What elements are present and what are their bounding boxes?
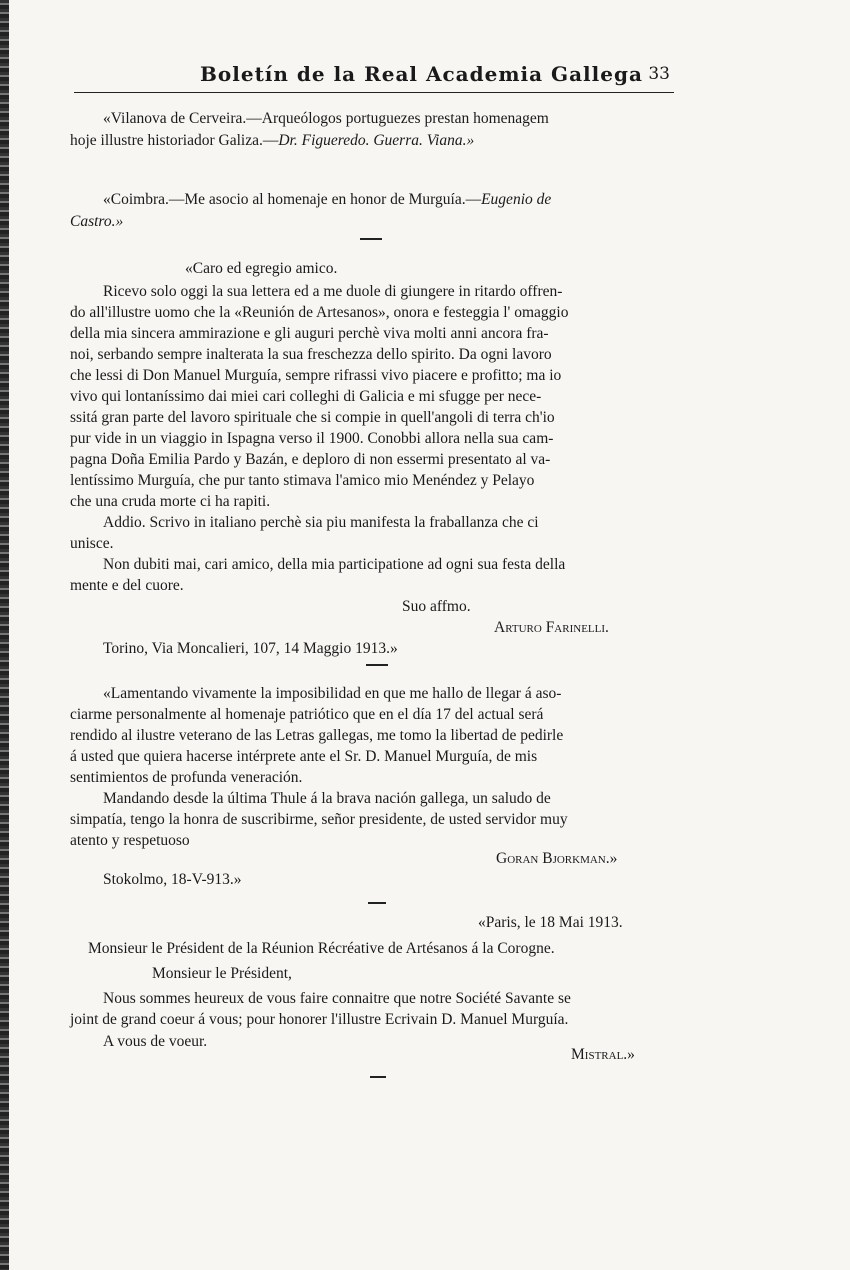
vilanova-text: hoje illustre historiador Galiza.— [70,132,279,149]
coimbra-line-1 [103,189,551,210]
farinelli-closing: Suo affmo. [402,598,471,615]
farinelli-line: ssitá gran parte del lavoro spirituale che si compie in quell'angoli di terra ch'io [70,409,555,426]
page-edge-binding [0,0,9,1270]
mistral-address: Monsieur le Président de la Réunion Récréative de Artésanos á la Corogne. [88,940,555,957]
section-divider [368,902,386,904]
page-number: 33 [648,64,670,84]
bjorkman-line: á usted que quiera hacerse intérprete ante el Sr. D. Manuel Murguía, de mis [70,748,538,765]
bjorkman-line: sentimientos de profunda veneración. [70,769,303,786]
mistral-line-1: Nous sommes heureux de vous faire connaitre que notre Société Savante se [103,990,571,1007]
farinelli-place-date: Torino, Via Moncalieri, 107, 14 Maggio 1913.» [103,640,398,657]
farinelli-signature: Arturo Farinelli. [494,619,609,636]
farinelli-line: pagna Doña Emilia Pardo y Bazán, e deploro di non essermi presentato al va- [70,451,551,468]
vilanova-line-2 [70,130,474,151]
vilanova-line-1: «Vilanova de Cerveira.—Arqueólogos portuguezes prestan homenagem [103,110,549,127]
section-divider [366,664,388,666]
vilanova-signatories: Dr. Figueredo. Guerra. Viana.» [278,132,475,149]
section-divider [360,238,382,240]
farinelli-line: do all'illustre uomo che la «Reunión de Artesanos», onora e festeggia l' omaggio [70,304,569,321]
farinelli-salutation: «Caro ed egregio amico. [185,260,338,277]
page-header [74,58,674,93]
farinelli-line: lentíssimo Murguía, che pur tanto stimava l'amico mio Menéndez y Pelayo [70,472,535,489]
farinelli-line: che una cruda morte ci ha rapiti. [70,493,271,510]
farinelli-addio-2: unisce. [70,535,114,552]
mistral-line-2: joint de grand coeur á vous; pour honorer l'illustre Ecrivain D. Manuel Murguía. [70,1011,569,1028]
mistral-signature: Mistral.» [571,1046,635,1063]
bjorkman-place-date: Stokolmo, 18-V-913.» [103,871,242,888]
mistral-salutation: Monsieur le Président, [152,965,292,982]
farinelli-addio-1: Addio. Scrivo in italiano perchè sia piu manifesta la fraballanza che ci [103,514,539,531]
mistral-line-3: A vous de voeur. [103,1033,208,1050]
bjorkman-line: «Lamentando vivamente la imposibilidad en que me hallo de llegar á aso- [103,685,562,702]
bjorkman-signature: Goran Bjorkman.» [496,850,618,867]
farinelli-non-1: Non dubiti mai, cari amico, della mia participatione ad ogni sua festa della [103,556,566,573]
farinelli-line: vivo qui lontaníssimo dai miei cari colleghi di Galicia e mi sfugge per nece- [70,388,542,405]
farinelli-line: della mia sincera ammirazione e gli auguri perchè viva molti anni ancora fra- [70,325,549,342]
section-divider [370,1076,386,1078]
bjorkman-line: atento y respetuoso [70,832,190,849]
bjorkman-line: rendido al ilustre veterano de las Letras gallegas, me tomo la libertad de pedirle [70,727,564,744]
farinelli-line: pur vide in un viaggio in Ispagna verso il 1900. Conobbi allora nella sua cam- [70,430,554,447]
bjorkman-line: simpatía, tengo la honra de suscribirme, señor presidente, de usted servidor muy [70,811,568,828]
coimbra-signatory-1: Eugenio de [481,191,552,208]
bjorkman-line: Mandando desde la última Thule á la brava nación gallega, un saludo de [103,790,551,807]
farinelli-line: Ricevo solo oggi la sua lettera ed a me duole di giungere in ritardo offren- [103,283,563,300]
mistral-place-date: «Paris, le 18 Mai 1913. [478,914,623,931]
farinelli-line: noi, serbando sempre inalterata la sua freschezza dello spirito. Da ogni lavoro [70,346,552,363]
farinelli-line: che lessi di Don Manuel Murguía, sempre rifrassi vivo piacere e profitto; ma io [70,367,562,384]
coimbra-line-2 [70,211,123,232]
farinelli-non-2: mente e del cuore. [70,577,184,594]
bjorkman-line: ciarme personalmente al homenaje patriótico que en el día 17 del actual será [70,706,544,723]
coimbra-text: «Coimbra.—Me asocio al homenaje en honor de Murguía.— [103,191,482,208]
journal-title: Boletín de la Real Academia Gallega [200,62,643,86]
coimbra-signatory-2: Castro.» [70,213,124,230]
